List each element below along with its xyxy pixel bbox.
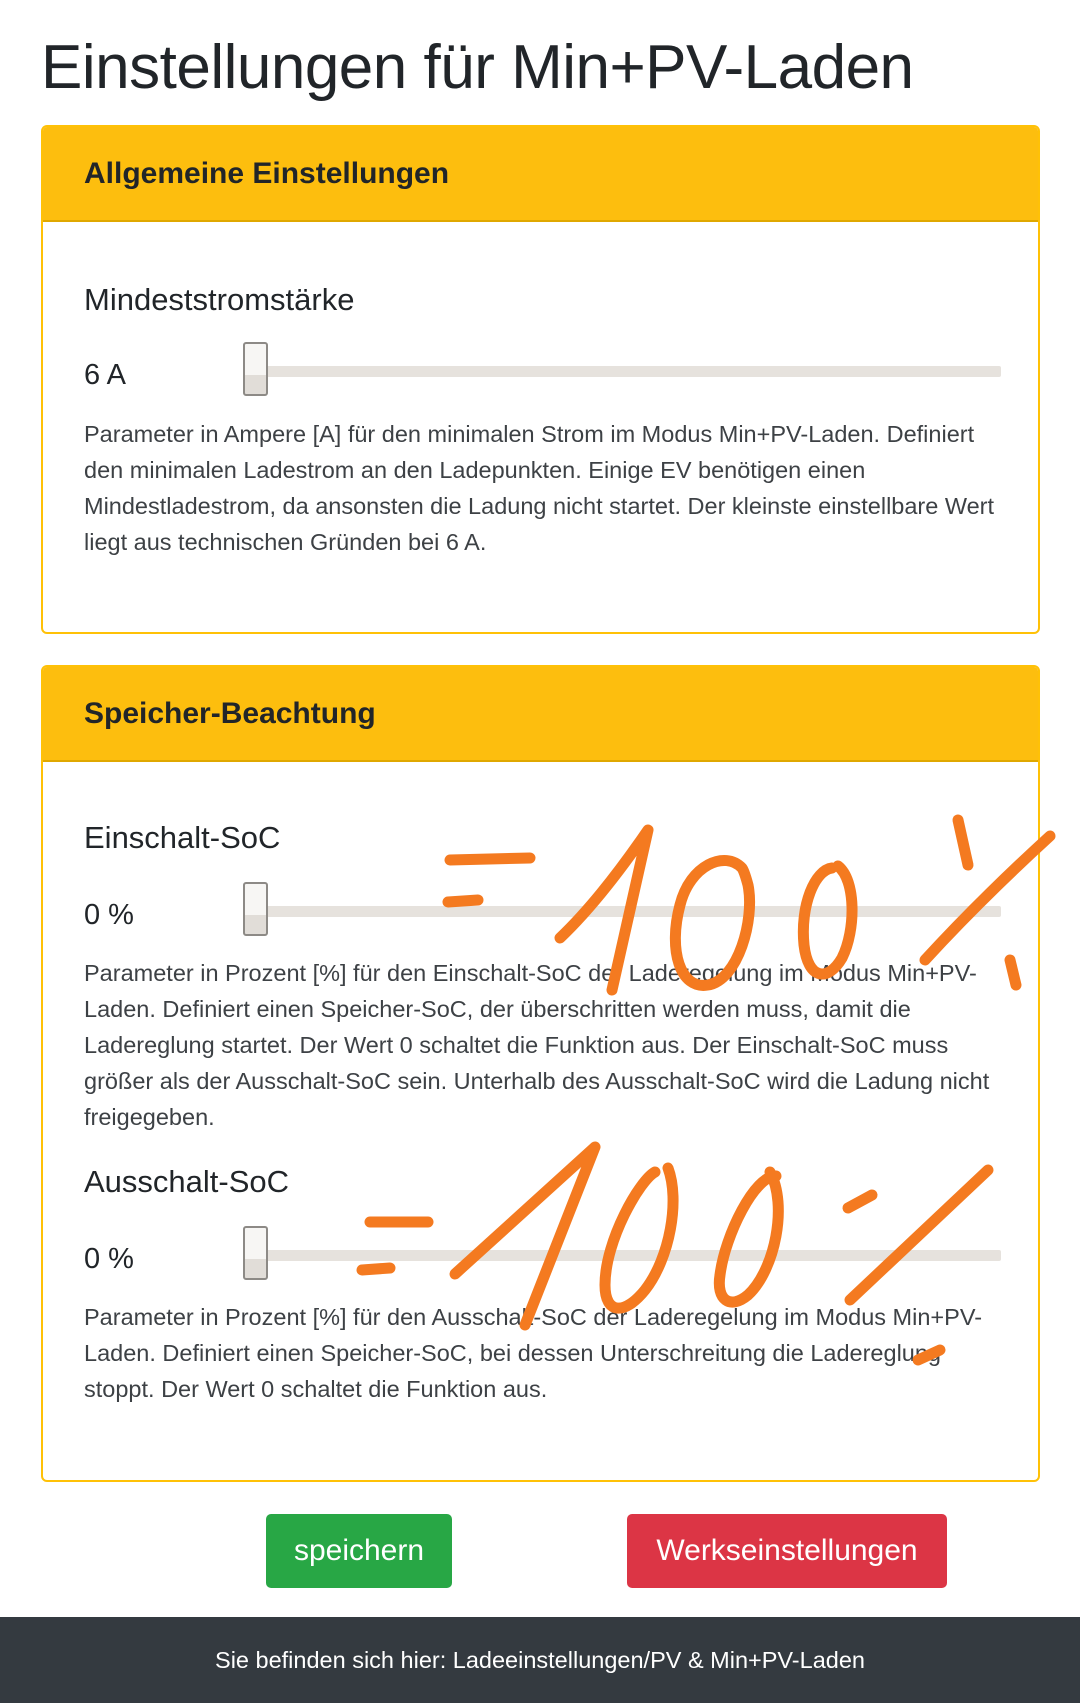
page-title: Einstellungen für Min+PV-Laden xyxy=(41,33,914,102)
on-soc-help: Parameter in Prozent [%] für den Einschalt-SoC der Laderegelung im Modus Min+PV-Laden. Definiert einen Speicher-SoC, der überschritten werden muss, damit die Ladereglung startet. Der Wert 0 schaltet die Funktion aus. Der Einschalt-SoC muss größer als der Ausschalt-SoC sein. Unterhalb des Ausschalt-SoC wird die Ladung nicht freigegeben. xyxy=(84,960,990,1130)
min-current-value: 6 A xyxy=(84,359,126,391)
general-settings-header: Allgemeine Einstellungen xyxy=(43,127,1038,222)
min-current-label: Mindeststromstärke xyxy=(84,282,355,317)
off-soc-value: 0 % xyxy=(84,1243,134,1275)
min-current-slider-track[interactable] xyxy=(243,366,1001,377)
on-soc-label: Einschalt-SoC xyxy=(84,820,281,855)
min-current-slider-thumb[interactable] xyxy=(243,342,268,396)
storage-settings-header: Speicher-Beachtung xyxy=(43,667,1038,762)
footer-breadcrumb: Sie befinden sich hier: Ladeeinstellungen/PV & Min+PV-Laden xyxy=(0,1617,1080,1703)
off-soc-slider-track[interactable] xyxy=(243,1250,1001,1261)
factory-reset-button[interactable]: Werkseinstellungen xyxy=(627,1514,947,1588)
off-soc-help: Parameter in Prozent [%] für den Ausschalt-SoC der Laderegelung im Modus Min+PV-Laden. Definiert einen Speicher-SoC, bei dessen Unterschreitung die Ladereglung stoppt. Der Wert 0 schaltet die Funktion aus. xyxy=(84,1304,983,1402)
save-button[interactable]: speichern xyxy=(266,1514,452,1588)
off-soc-label: Ausschalt-SoC xyxy=(84,1164,290,1199)
on-soc-slider-thumb[interactable] xyxy=(243,882,268,936)
off-soc-slider-thumb[interactable] xyxy=(243,1226,268,1280)
general-settings-card xyxy=(41,125,1040,634)
on-soc-value: 0 % xyxy=(84,899,134,931)
min-current-help: Parameter in Ampere [A] für den minimalen Strom im Modus Min+PV-Laden. Definiert den minimalen Ladestrom an den Ladepunkten. Einige EV benötigen einen Mindestladestrom, da ansonsten die Ladung nicht startet. Der kleinste einstellbare Wert liegt aus technischen Gründen bei 6 A. xyxy=(84,421,995,555)
storage-settings-card xyxy=(41,665,1040,1482)
on-soc-slider-track[interactable] xyxy=(243,906,1001,917)
